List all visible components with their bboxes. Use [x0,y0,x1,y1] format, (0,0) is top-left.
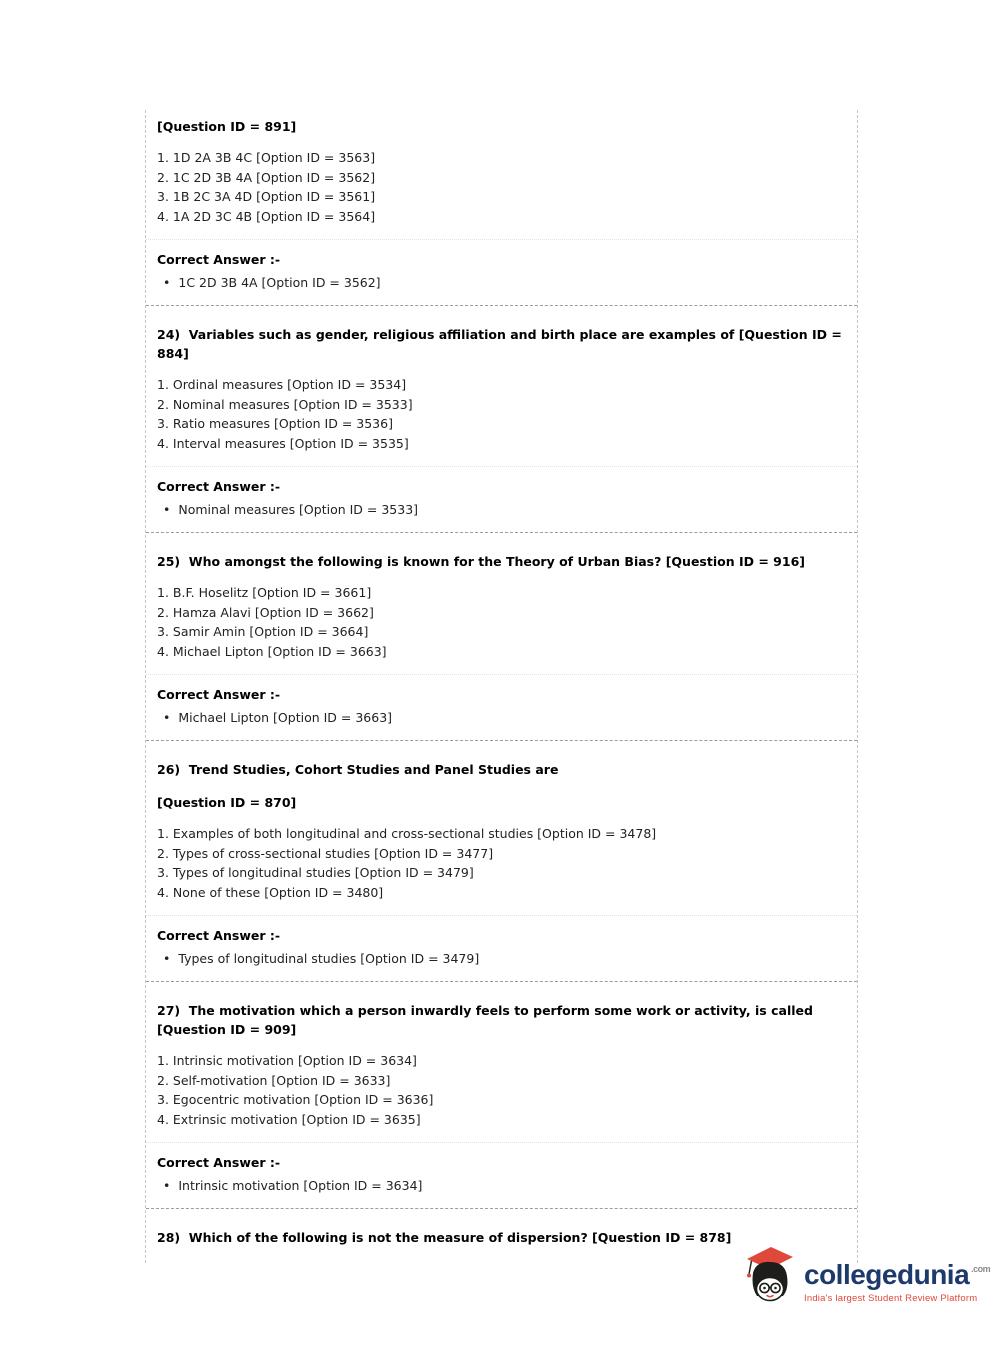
question-block [146,552,857,741]
option-line: 3. Egocentric motivation [Option ID = 3636] [157,1092,434,1107]
question-heading-line: 24) Variables such as gender, religious affiliation and birth place are examples of [Question ID = 884] [157,327,847,361]
correct-answer-text: 1C 2D 3B 4A [Option ID = 3562] [178,275,381,290]
logo-tld: .com [971,1264,991,1274]
option-line: 3. Ratio measures [Option ID = 3536] [157,416,393,431]
option-line: 2. Nominal measures [Option ID = 3533] [157,396,413,412]
option-line: 4. Extrinsic motivation [Option ID = 3635] [157,1111,421,1127]
option-line: 1. Ordinal measures [Option ID = 3534] [157,377,407,392]
option-line: 4. None of these [Option ID = 3480] [157,884,384,900]
option-line: 4. Michael Lipton [Option ID = 3663] [157,643,387,659]
bullet-icon [163,949,170,968]
answer-section [146,466,857,532]
question-block [146,760,857,982]
answer-section [146,674,857,740]
correct-answer-label: Correct Answer :- [157,928,281,943]
question-heading [157,325,846,363]
logo-name [804,1254,990,1290]
bullet-icon [163,273,170,292]
answer-section [146,1142,857,1208]
bullet-icon [163,1176,170,1195]
option-list [157,824,846,902]
bullet-icon [163,708,170,727]
question-heading [157,760,846,812]
option-list [157,148,846,226]
question-block [146,1001,857,1209]
logo-text [804,1243,990,1304]
question-heading-line: 28) Which of the following is not the measure of dispersion? [Question ID = 878] [157,1230,732,1245]
question-heading-line: 26) Trend Studies, Cohort Studies and Panel Studies are [157,762,559,777]
option-line: 1. Intrinsic motivation [Option ID = 3634] [157,1053,417,1068]
correct-answer-text: Intrinsic motivation [Option ID = 3634] [178,1178,423,1193]
question-block [146,117,857,306]
correct-answer-item [157,1176,846,1195]
correct-answer-label: Correct Answer :- [157,252,281,267]
option-list [157,1051,846,1129]
option-line: 1. 1D 2A 3B 4C [Option ID = 3563] [157,150,376,165]
bullet-icon [163,500,170,519]
option-line: 2. Self-motivation [Option ID = 3633] [157,1072,391,1088]
question-heading [157,1001,846,1039]
correct-answer-label: Correct Answer :- [157,687,281,702]
question-heading-line: [Question ID = 870] [157,795,297,810]
correct-answer-text: Types of longitudinal studies [Option ID = 3479] [178,951,480,966]
option-line: 1. B.F. Hoselitz [Option ID = 3661] [157,585,372,600]
question-heading [157,552,846,571]
question-heading [157,117,846,136]
option-line: 4. 1A 2D 3C 4B [Option ID = 3564] [157,208,376,224]
correct-answer-item [157,708,846,727]
correct-answer-text: Michael Lipton [Option ID = 3663] [178,710,393,725]
logo-tagline: India's largest Student Review Platform [804,1293,978,1304]
question-heading-line: 25) Who amongst the following is known for the Theory of Urban Bias? [Question ID = 916] [157,554,805,569]
question-block [146,325,857,533]
option-list [157,375,846,453]
correct-answer-label: Correct Answer :- [157,479,281,494]
option-line: 2. Hamza Alavi [Option ID = 3662] [157,604,374,620]
option-line: 3. Samir Amin [Option ID = 3664] [157,624,369,639]
collegedunia-mascot-icon [743,1243,797,1309]
correct-answer-item [157,500,846,519]
answer-section [146,915,857,981]
question-heading-line: 27) The motivation which a person inwardly feels to perform some work or activity, is called [Question ID = 909] [157,1003,818,1037]
collegedunia-logo [743,1243,990,1309]
option-line: 3. 1B 2C 3A 4D [Option ID = 3561] [157,189,376,204]
answer-section [146,239,857,305]
option-list [157,583,846,661]
correct-answer-text: Nominal measures [Option ID = 3533] [178,502,419,517]
correct-answer-item [157,273,846,292]
question-heading-line: [Question ID = 891] [157,119,297,134]
option-line: 3. Types of longitudinal studies [Option ID = 3479] [157,865,474,880]
logo-name-word: collegedunia [804,1259,970,1290]
correct-answer-label: Correct Answer :- [157,1155,281,1170]
questions-container [145,110,858,1263]
option-line: 2. 1C 2D 3B 4A [Option ID = 3562] [157,169,376,185]
option-line: 1. Examples of both longitudinal and cross-sectional studies [Option ID = 3478] [157,826,657,841]
option-line: 2. Types of cross-sectional studies [Option ID = 3477] [157,845,494,861]
correct-answer-item [157,949,846,968]
option-line: 4. Interval measures [Option ID = 3535] [157,435,409,451]
